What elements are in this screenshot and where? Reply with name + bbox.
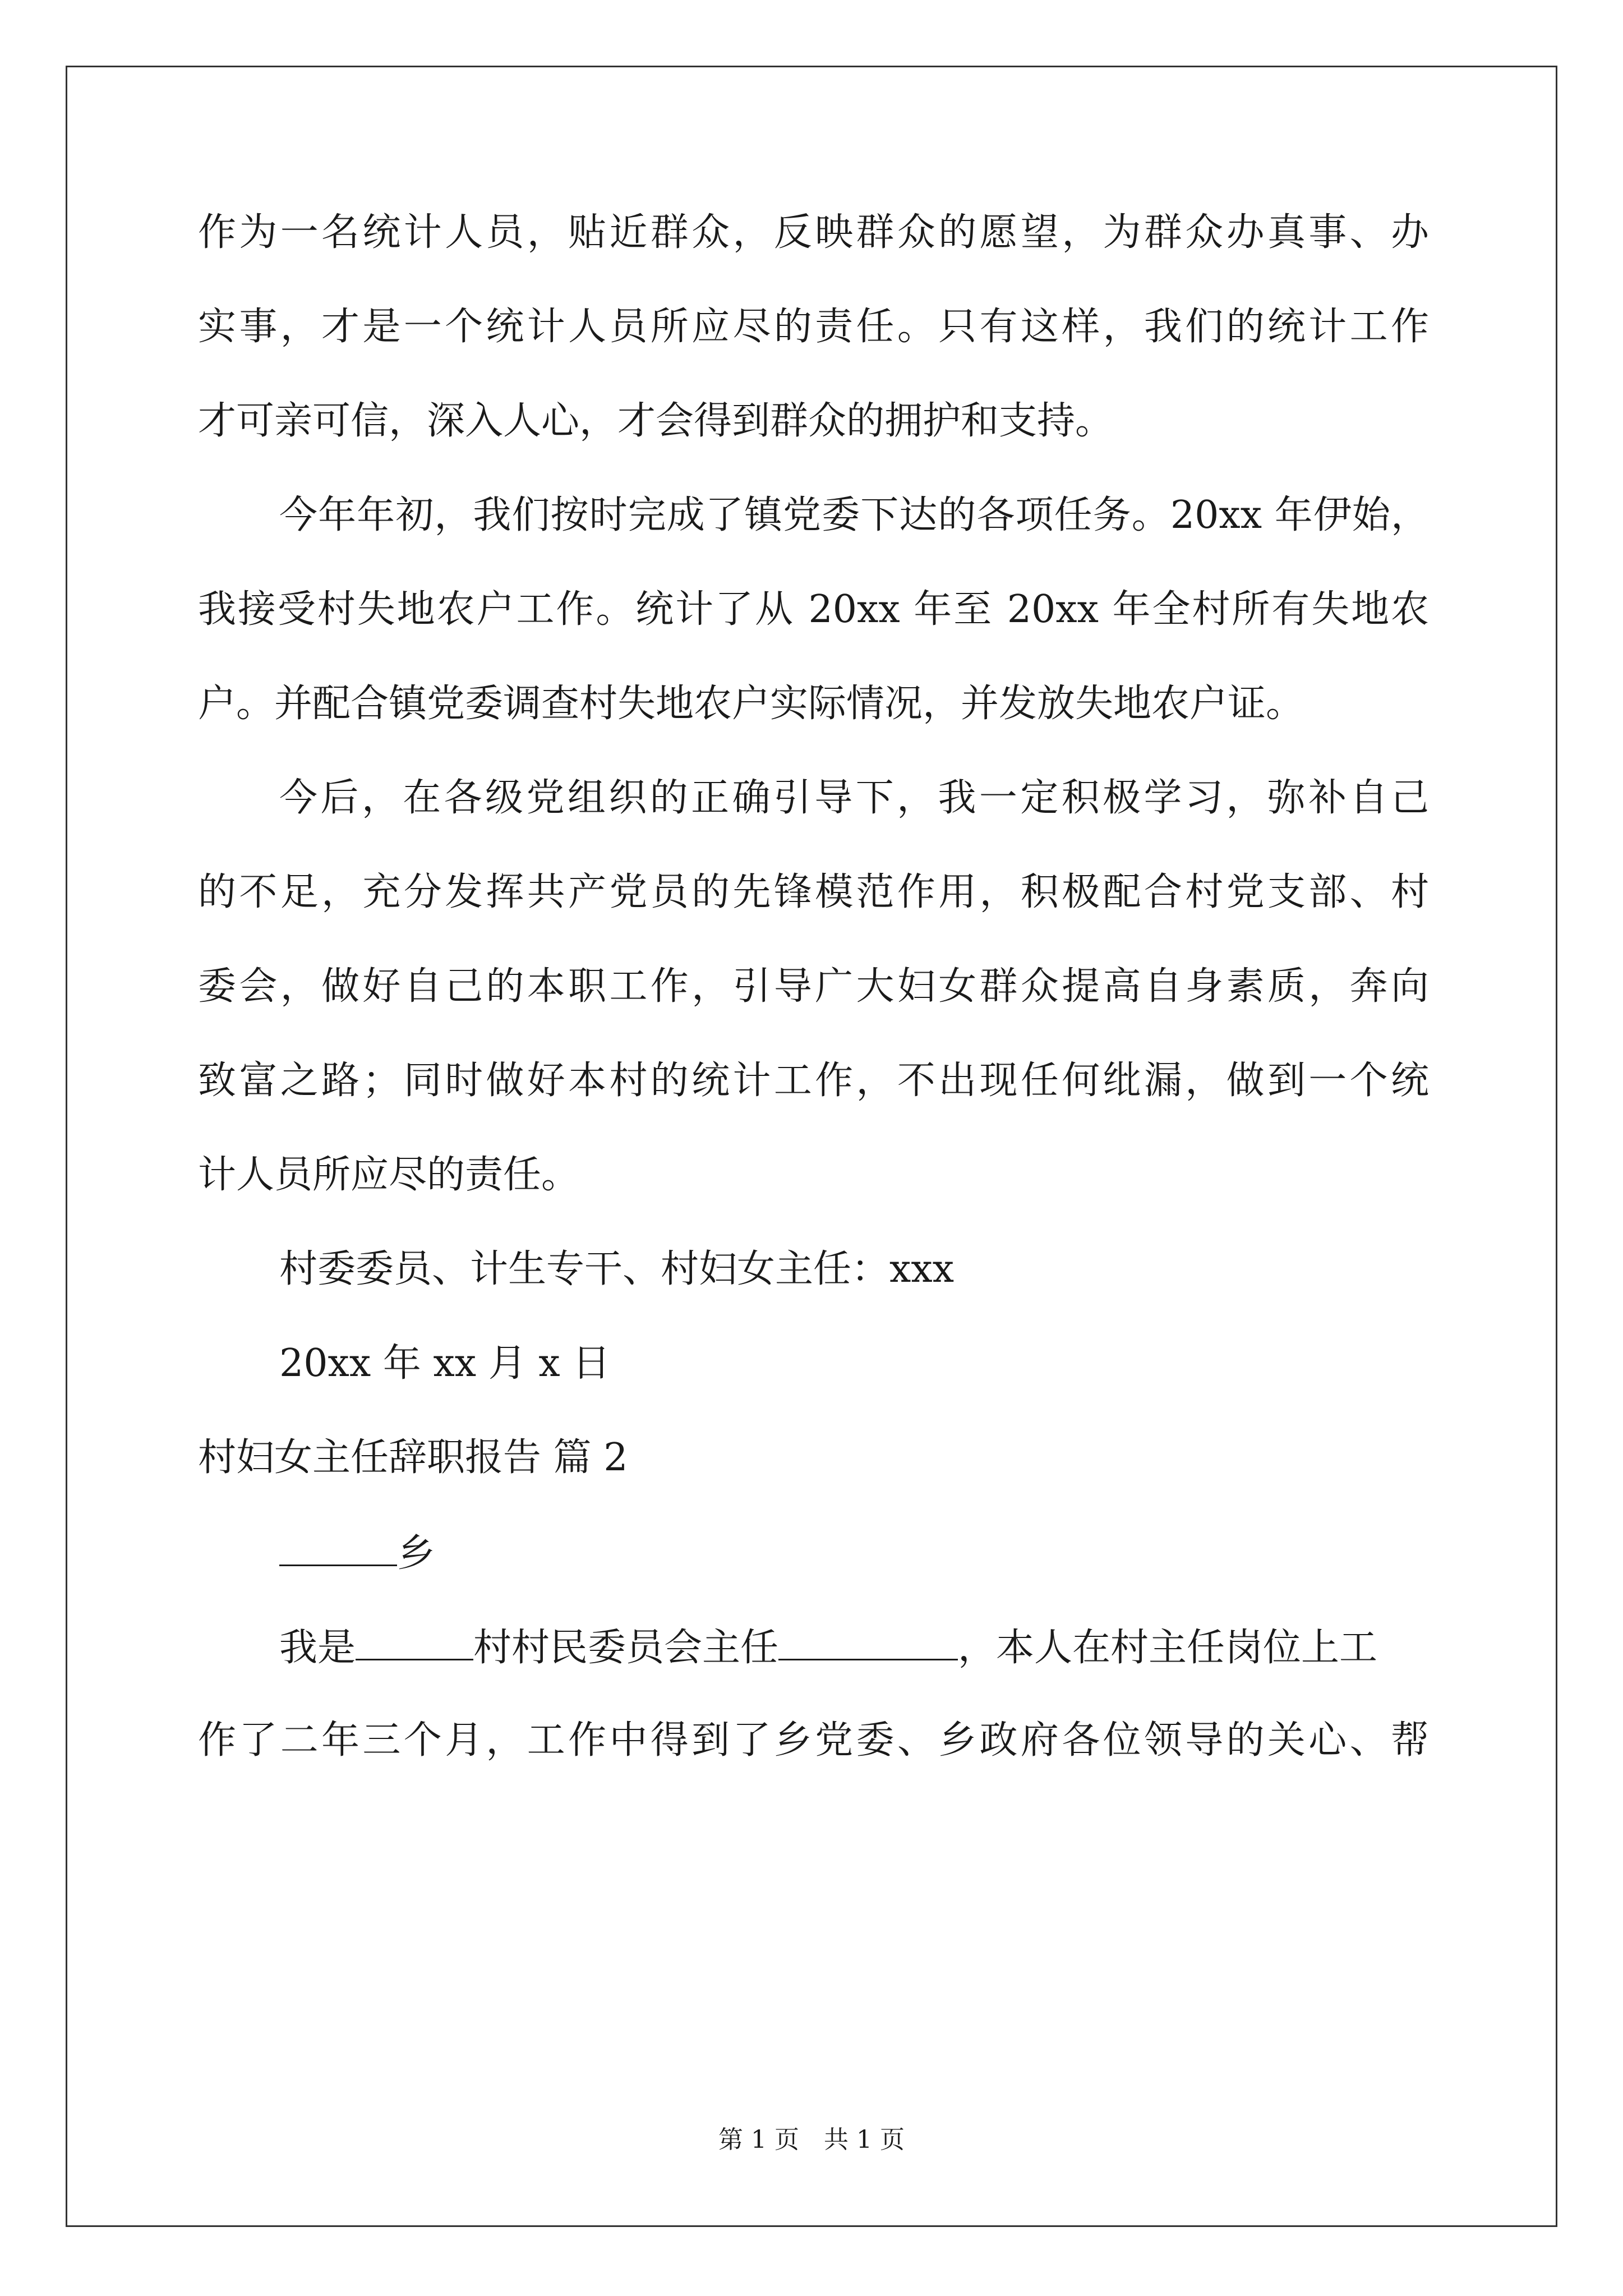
blank-field-village [356, 1624, 473, 1660]
paragraph-4-line-2: 作了二年三个月，工作中得到了乡党委、乡政府各位领导的关心、帮 [198, 1718, 1429, 1763]
paragraph-1-line-3: 才可亲可信，深入人心，才会得到群众的拥护和支持。 [198, 399, 1114, 443]
paragraph-1-line-2: 实事，才是一个统计人员所应尽的责任。只有这样，我们的统计工作 [198, 305, 1429, 349]
paragraph-3-line-3: 委会，做好自己的本职工作，引导广大妇女群众提高自身素质，奔向 [198, 964, 1429, 1009]
paragraph-2-line-1: 今年年初，我们按时完成了镇党委下达的各项任务。20xx 年伊始， [279, 493, 1429, 537]
addressee-suffix: 乡 [397, 1531, 436, 1576]
page-footer: 第 1 页 共 1 页 [718, 2125, 905, 2154]
paragraph-2-line-2: 我接受村失地农户工作。统计了从 20xx 年至 20xx 年全村所有失地农 [198, 587, 1429, 632]
paragraph-4-text-part-3: ，本人在村主任岗位上工 [958, 1626, 1378, 1670]
paragraph-4-text-part-2: 村村民委员会主任 [473, 1626, 779, 1670]
addressee-line [279, 1530, 435, 1576]
paragraph-4-text-part-1: 我是 [279, 1626, 356, 1670]
paragraph-3-line-5: 计人员所应尽的责任。 [198, 1153, 580, 1197]
paragraph-4-line-1 [279, 1624, 1377, 1671]
blank-field-township [279, 1530, 397, 1566]
signature-line: 村委委员、计生专干、村妇女主任：xxx [279, 1247, 955, 1291]
section-title: 村妇女主任辞职报告 篇 2 [198, 1435, 628, 1480]
blank-field-name [778, 1624, 958, 1660]
paragraph-3-line-4: 致富之路；同时做好本村的统计工作，不出现任何纰漏，做到一个统 [198, 1059, 1429, 1103]
paragraph-3-line-2: 的不足，充分发挥共产党员的先锋模范作用，积极配合村党支部、村 [198, 870, 1429, 914]
paragraph-2-line-3: 户。并配合镇党委调查村失地农户实际情况，并发放失地农户证。 [198, 682, 1304, 726]
date-line: 20xx 年 xx 月 x 日 [279, 1341, 611, 1386]
paragraph-1-line-1: 作为一名统计人员，贴近群众，反映群众的愿望，为群众办真事、办 [198, 210, 1429, 255]
page-border [66, 66, 1557, 2227]
paragraph-3-line-1: 今后，在各级党组织的正确引导下，我一定积极学习，弥补自己 [279, 776, 1429, 820]
